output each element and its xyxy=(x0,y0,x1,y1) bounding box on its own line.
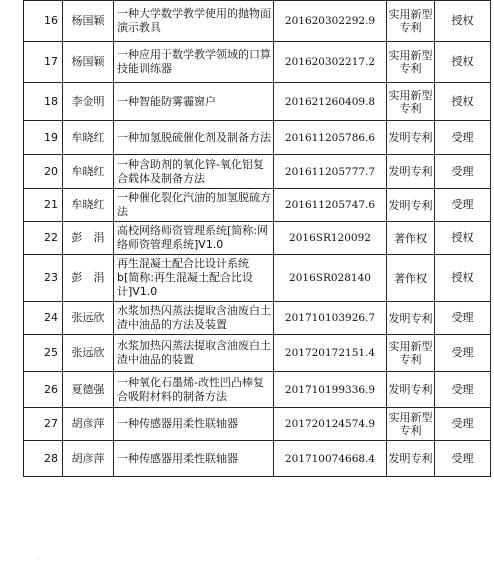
table-row xyxy=(24,302,491,335)
page-corner-mark: · xyxy=(37,554,40,564)
row-number-cell xyxy=(24,121,63,155)
status-text: 授权 xyxy=(451,14,474,27)
status-text: 受理 xyxy=(451,346,474,359)
name-cell xyxy=(63,408,114,441)
patent-number-cell xyxy=(274,121,387,155)
type-cell xyxy=(387,302,435,335)
type-text: 实用新型专利 xyxy=(388,340,433,366)
table-row xyxy=(24,42,491,83)
name-text: 夏德强 xyxy=(71,382,105,396)
status-cell xyxy=(435,335,491,372)
title-text: 一种加氢脱硫催化剂及制备方法 xyxy=(117,130,271,144)
status-cell xyxy=(435,222,491,255)
status-cell xyxy=(435,408,491,441)
title-text: 一种应用于数学教学领域的口算技能训练器 xyxy=(117,48,271,75)
table-row xyxy=(24,255,491,302)
status-text: 授权 xyxy=(451,94,474,108)
type-text: 实用新型专利 xyxy=(388,49,433,75)
name-cell xyxy=(63,222,114,255)
type-cell xyxy=(387,335,435,372)
title-text: 一种智能防雾霾窗户 xyxy=(117,94,216,108)
type-cell xyxy=(387,222,435,255)
title-text: 一种含助剂的氧化锌-氧化铝复合载体及制备方法 xyxy=(117,157,264,185)
row-number-cell xyxy=(24,441,63,477)
patent-number-cell xyxy=(274,408,387,441)
name-cell xyxy=(63,335,114,372)
patent-number-cell xyxy=(274,372,387,408)
type-cell xyxy=(387,189,435,222)
name-text: 牟晓红 xyxy=(71,164,105,178)
status-cell xyxy=(435,255,491,302)
status-cell xyxy=(435,189,491,222)
title-cell xyxy=(114,302,274,335)
type-cell xyxy=(387,83,435,121)
name-cell xyxy=(63,189,114,222)
name-text: 彭 涓 xyxy=(71,271,105,284)
title-cell xyxy=(114,441,274,477)
table-row xyxy=(24,83,491,121)
title-cell xyxy=(114,83,274,121)
title-cell xyxy=(114,372,274,408)
patent-number-cell xyxy=(274,302,387,335)
title-text: 一种大学数学教学使用的抛物面演示教具 xyxy=(117,7,271,34)
status-cell xyxy=(435,121,491,155)
row-number-cell xyxy=(24,83,63,121)
row-number-text: 21 xyxy=(44,198,58,211)
status-cell xyxy=(435,372,491,408)
table-row xyxy=(24,372,491,408)
title-text: 一种传感器用柔性联轴器 xyxy=(117,451,238,465)
name-cell xyxy=(63,1,114,42)
name-text: 张远欣 xyxy=(71,311,105,324)
status-text: 受理 xyxy=(451,198,474,211)
name-text: 彭 涓 xyxy=(71,231,105,244)
type-text: 著作权 xyxy=(394,271,427,285)
title-cell xyxy=(114,42,274,83)
row-number-text: 22 xyxy=(44,231,58,244)
patent-number-text: 201720172151.4 xyxy=(284,347,376,359)
type-cell xyxy=(387,1,435,42)
status-cell xyxy=(435,83,491,121)
patent-table-body xyxy=(24,1,491,477)
patent-number-cell xyxy=(274,441,387,477)
title-cell xyxy=(114,222,274,255)
status-text: 授权 xyxy=(451,55,474,68)
type-text: 著作权 xyxy=(394,231,427,245)
status-cell xyxy=(435,441,491,477)
table-row xyxy=(24,335,491,372)
type-text: 实用新型专利 xyxy=(388,411,433,437)
patent-number-text: 201710199336.9 xyxy=(284,383,376,396)
status-text: 受理 xyxy=(451,164,474,178)
type-cell xyxy=(387,372,435,408)
type-cell xyxy=(387,42,435,83)
patent-number-text: 2016SR028140 xyxy=(289,272,371,284)
name-cell xyxy=(63,372,114,408)
patent-number-cell xyxy=(274,222,387,255)
name-text: 杨国颖 xyxy=(71,55,105,68)
row-number-cell xyxy=(24,408,63,441)
row-number-text: 28 xyxy=(44,451,58,465)
name-cell xyxy=(63,155,114,189)
table-row xyxy=(24,222,491,255)
type-cell xyxy=(387,441,435,477)
patent-number-text: 201710074668.4 xyxy=(284,452,376,465)
row-number-cell xyxy=(24,42,63,83)
title-cell xyxy=(114,1,274,42)
patent-number-cell xyxy=(274,155,387,189)
status-cell xyxy=(435,42,491,83)
name-text: 牟晓红 xyxy=(71,198,105,211)
row-number-cell xyxy=(24,302,63,335)
row-number-text: 24 xyxy=(44,311,58,324)
table-row xyxy=(24,189,491,222)
row-number-text: 17 xyxy=(44,55,58,68)
title-text: 高校网络师资管理系统[简称:网络师资管理系统]V1.0 xyxy=(117,224,268,251)
row-number-text: 25 xyxy=(44,346,58,359)
row-number-text: 26 xyxy=(44,382,58,396)
patent-number-cell xyxy=(274,335,387,372)
type-text: 发明专利 xyxy=(388,198,433,212)
name-text: 胡彦萍 xyxy=(71,451,105,465)
title-cell xyxy=(114,189,274,222)
name-text: 胡彦萍 xyxy=(71,417,105,430)
status-text: 受理 xyxy=(451,451,474,465)
type-cell xyxy=(387,121,435,155)
patent-number-cell xyxy=(274,189,387,222)
title-text: 一种传感器用柔性联轴器 xyxy=(117,417,238,430)
name-cell xyxy=(63,302,114,335)
title-cell xyxy=(114,155,274,189)
row-number-text: 18 xyxy=(44,94,58,108)
patent-number-text: 2016SR120092 xyxy=(289,232,371,244)
type-text: 发明专利 xyxy=(388,165,433,178)
type-text: 发明专利 xyxy=(388,311,433,325)
table-row xyxy=(24,155,491,189)
row-number-cell xyxy=(24,372,63,408)
type-cell xyxy=(387,255,435,302)
row-number-cell xyxy=(24,255,63,302)
table-row xyxy=(24,441,491,477)
type-text: 发明专利 xyxy=(388,131,433,144)
row-number-text: 20 xyxy=(44,164,58,178)
patent-number-text: 201720124574.9 xyxy=(284,418,376,430)
status-text: 授权 xyxy=(451,271,474,284)
title-text: 一种催化裂化汽油的加氢脱硫方法 xyxy=(117,191,271,218)
patent-number-text: 201620302292.9 xyxy=(284,15,376,27)
type-cell xyxy=(387,408,435,441)
status-text: 受理 xyxy=(451,382,474,396)
patent-number-text: 201611205747.6 xyxy=(284,199,376,211)
row-number-text: 27 xyxy=(44,417,58,430)
table-row xyxy=(24,1,491,42)
status-text: 授权 xyxy=(451,231,474,244)
table-row xyxy=(24,408,491,441)
row-number-text: 16 xyxy=(44,14,58,27)
row-number-text: 23 xyxy=(44,271,58,284)
title-cell xyxy=(114,255,274,302)
patent-number-cell xyxy=(274,42,387,83)
name-cell xyxy=(63,441,114,477)
row-number-cell xyxy=(24,335,63,372)
type-text: 发明专利 xyxy=(388,383,433,396)
title-text: 水浆加热闪蒸法提取含油废白土渣中油品的方法及装置 xyxy=(117,304,271,331)
title-cell xyxy=(114,121,274,155)
name-cell xyxy=(63,255,114,302)
name-text: 张远欣 xyxy=(71,346,105,359)
status-cell xyxy=(435,1,491,42)
patent-number-text: 201611205786.6 xyxy=(284,131,376,144)
status-cell xyxy=(435,302,491,335)
patent-number-cell xyxy=(274,255,387,302)
title-cell xyxy=(114,335,274,372)
status-text: 受理 xyxy=(451,130,474,144)
title-cell xyxy=(114,408,274,441)
name-cell xyxy=(63,83,114,121)
row-number-cell xyxy=(24,1,63,42)
patent-number-text: 201620302217.2 xyxy=(284,56,376,68)
table-row xyxy=(24,121,491,155)
title-text: 水浆加热闪蒸法提取含油废白土渣中油品的装置 xyxy=(117,339,271,366)
type-text: 发明专利 xyxy=(388,452,433,465)
patent-number-cell xyxy=(274,83,387,121)
row-number-cell xyxy=(24,155,63,189)
type-text: 实用新型专利 xyxy=(388,8,433,34)
name-cell xyxy=(63,121,114,155)
status-text: 受理 xyxy=(451,417,474,430)
patent-number-text: 201621260409.8 xyxy=(284,95,376,108)
status-cell xyxy=(435,155,491,189)
row-number-cell xyxy=(24,189,63,222)
name-text: 牟晓红 xyxy=(71,130,105,144)
row-number-cell xyxy=(24,222,63,255)
patent-table xyxy=(23,0,491,477)
patent-number-text: 201710103926.7 xyxy=(284,312,376,324)
name-text: 杨国颖 xyxy=(71,14,105,27)
row-number-text: 19 xyxy=(44,130,58,144)
patent-number-cell xyxy=(274,1,387,42)
status-text: 受理 xyxy=(451,311,474,324)
title-text: 再生混凝土配合比设计系统b[简称:再生混凝土配合比设计]V1.0 xyxy=(117,257,253,298)
type-cell xyxy=(387,155,435,189)
patent-number-text: 201611205777.7 xyxy=(284,165,376,178)
name-text: 李金明 xyxy=(71,94,105,108)
type-text: 实用新型专利 xyxy=(388,88,433,115)
name-cell xyxy=(63,42,114,83)
title-text: 一种氧化石墨烯-改性凹凸棒复合吸附材料的制备方法 xyxy=(117,375,264,403)
